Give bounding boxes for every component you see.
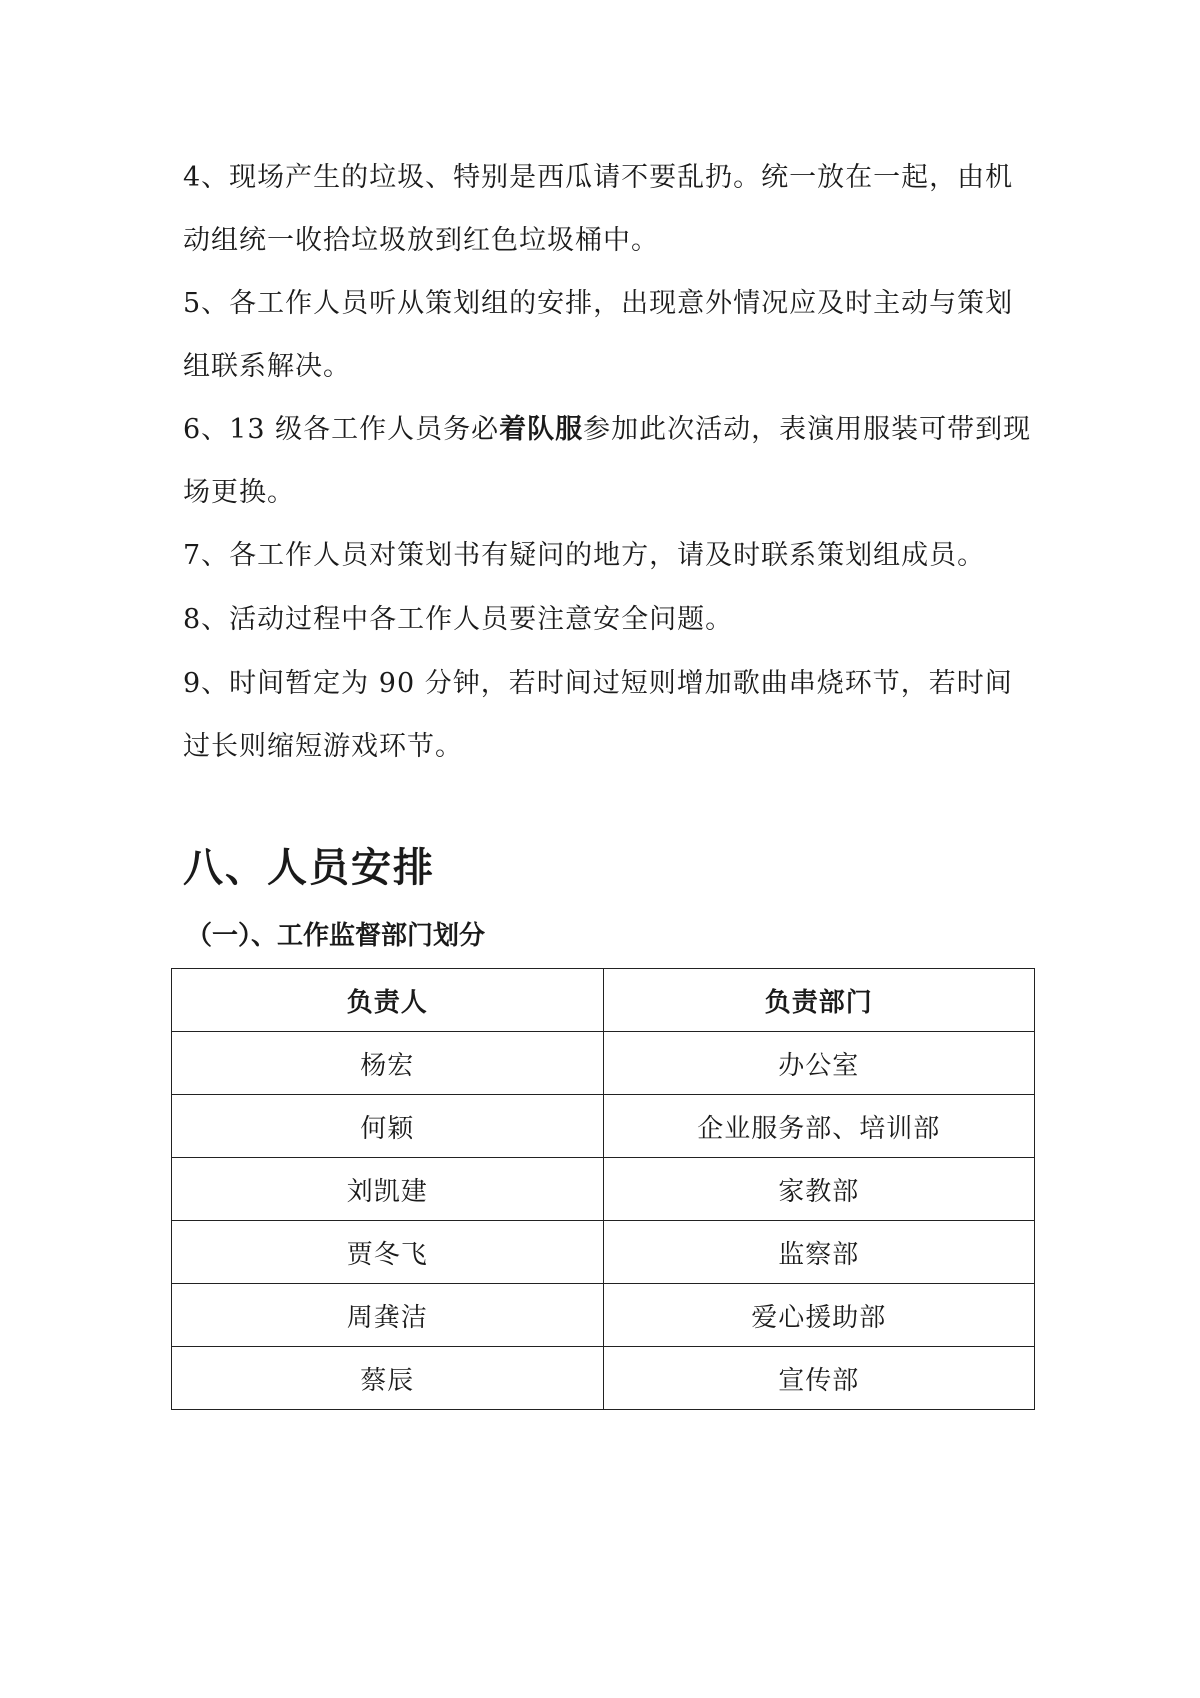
subsection-title: （一）、工作监督部门划分: [186, 921, 486, 951]
note-item-8: [183, 588, 1033, 651]
cell-person: 杨宏: [172, 1032, 604, 1095]
note-text: 5、各工作人员听从策划组的安排，出现意外情况应及时主动与策划组联系解决。: [183, 288, 1014, 382]
cell-person: 何颖: [172, 1095, 604, 1158]
note-text: 4、现场产生的垃圾、特别是西瓜请不要乱扔。统一放在一起，由机动组统一收拾垃圾放到红色垃圾桶中。: [183, 162, 1014, 256]
department-table: [171, 968, 1035, 1410]
header-person: 负责人: [172, 969, 604, 1032]
cell-person: 蔡辰: [172, 1347, 604, 1410]
cell-department: 企业服务部、培训部: [603, 1095, 1035, 1158]
table-row: [172, 1158, 1035, 1221]
header-department: 负责部门: [603, 969, 1035, 1032]
section-title: 八、人员安排: [183, 845, 435, 891]
cell-person: 刘凯建: [172, 1158, 604, 1221]
note-item-5: [183, 272, 1033, 398]
cell-department: 家教部: [603, 1158, 1035, 1221]
note-item-6: [183, 398, 1033, 524]
cell-department: 宣传部: [603, 1347, 1035, 1410]
table-row: [172, 1095, 1035, 1158]
table-row: [172, 1284, 1035, 1347]
note-text: 8、活动过程中各工作人员要注意安全问题。: [183, 604, 734, 635]
cell-person: 贾冬飞: [172, 1221, 604, 1284]
note-text-after: 参加此次活动，表演用服装可带到现场更换。: [183, 414, 1032, 508]
table-row: [172, 1347, 1035, 1410]
note-text: 7、各工作人员对策划书有疑问的地方，请及时联系策划组成员。: [183, 540, 986, 571]
note-item-7: [183, 524, 1033, 587]
note-text-emphasis: 着队服: [499, 414, 584, 445]
table-row: [172, 1221, 1035, 1284]
cell-department: 办公室: [603, 1032, 1035, 1095]
cell-person: 周龚洁: [172, 1284, 604, 1347]
cell-department: 监察部: [603, 1221, 1035, 1284]
note-item-9: [183, 652, 1033, 778]
note-item-4: [183, 146, 1033, 272]
note-text-before: 6、13 级各工作人员务必: [183, 414, 500, 445]
note-text: 9、时间暂定为 90 分钟，若时间过短则增加歌曲串烧环节，若时间过长则缩短游戏环节。: [183, 668, 1013, 762]
table-row: [172, 1032, 1035, 1095]
cell-department: 爱心援助部: [603, 1284, 1035, 1347]
table-header-row: [172, 969, 1035, 1032]
